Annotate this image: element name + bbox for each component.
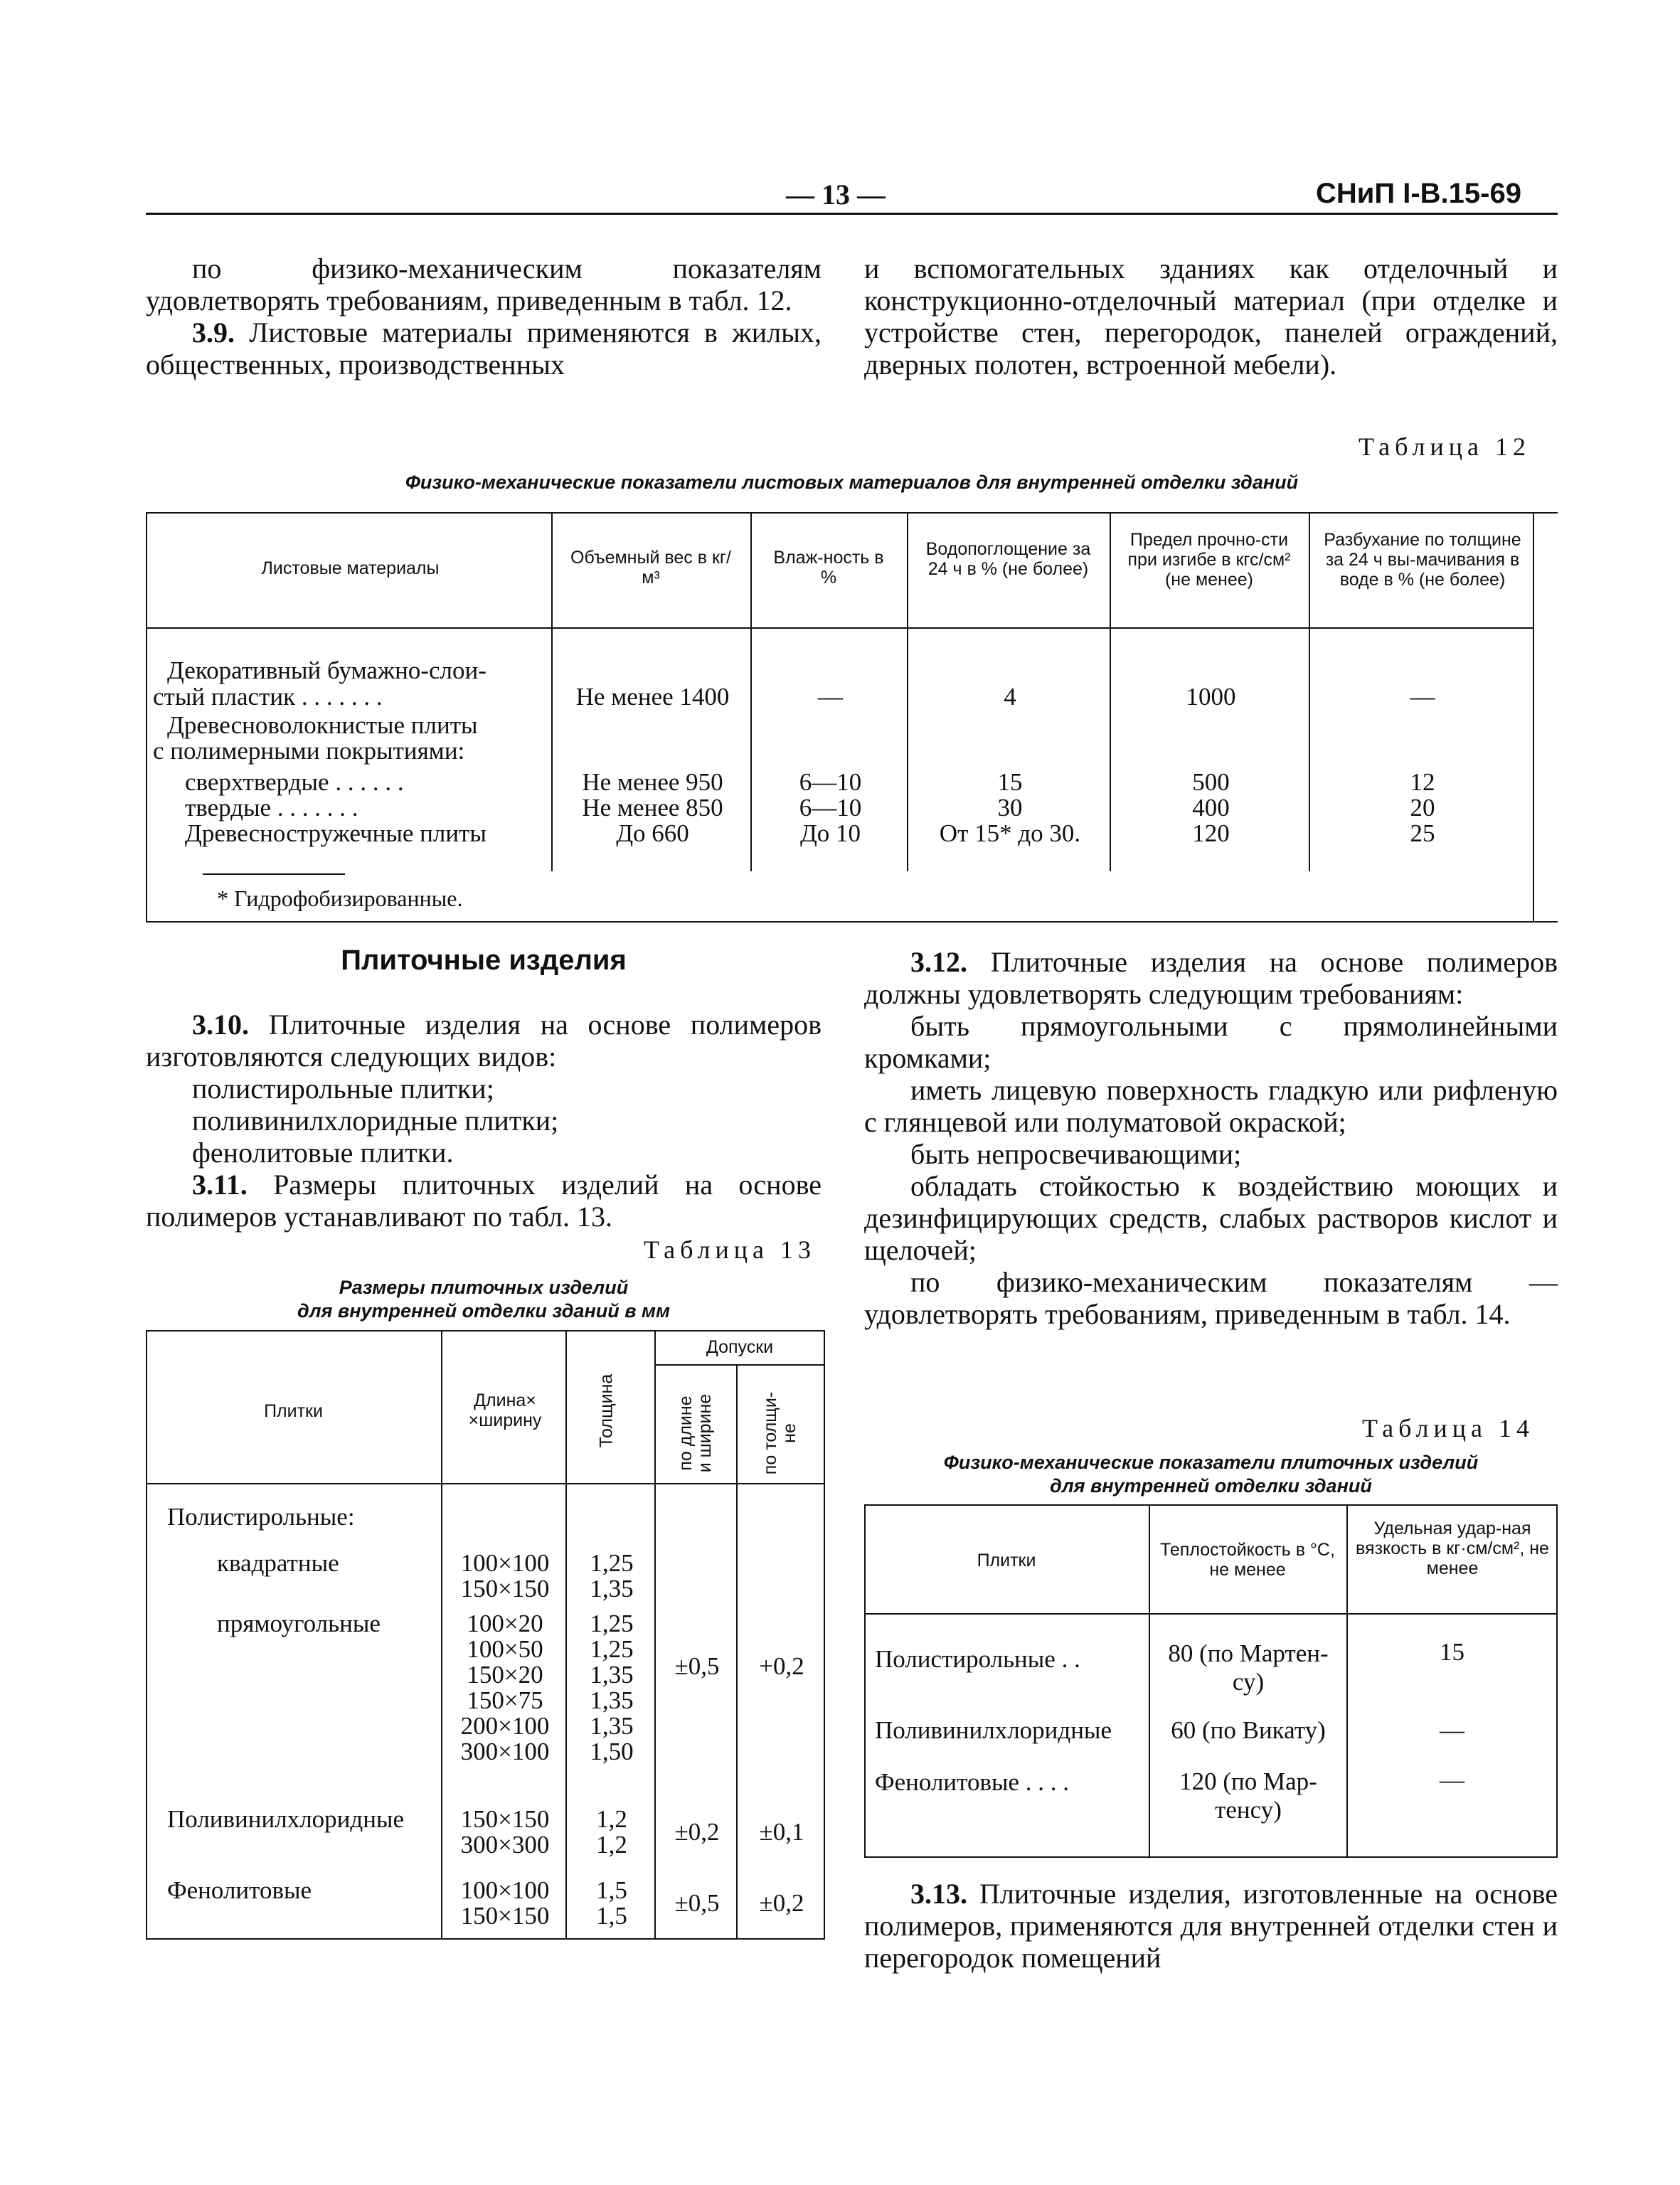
table-rule xyxy=(1556,1504,1558,1858)
row-name: Древесноволокнистые плиты xyxy=(167,711,478,739)
table-rule xyxy=(1309,512,1310,871)
list-item: фенолитовые плитки. xyxy=(192,1137,454,1169)
left-column-text xyxy=(146,1009,822,1233)
paragraph-text: Размеры плиточных изделий на основе полимеров устанавливают по табл. 13. xyxy=(146,1169,822,1233)
tolerance-value: +0,2 xyxy=(759,1652,804,1680)
paragraph-continuation: и вспомогательных зданиях как отделочный и конструкционно-отделочный материал (при отделке и устройстве стен, перегородок, панелей ограждений, дверных полотен, встроенной мебели). xyxy=(864,252,1558,381)
table-cell: — xyxy=(1440,1716,1464,1744)
table-rule xyxy=(551,512,553,871)
table-cell: Не менее 1400 xyxy=(575,683,730,711)
row-name: стый пластик . . . . . . . xyxy=(153,683,383,711)
column-header: Листовые материалы xyxy=(261,558,440,578)
requirement-item: обладать стойкостью к воздействию моющих и дезинфицирующих средств, слабых растворов кислот и щелочей; xyxy=(864,1170,1558,1266)
table-14 xyxy=(864,1504,1558,1860)
table-cell: 60 (по Викату) xyxy=(1171,1716,1326,1744)
table-cell: 15 xyxy=(1440,1638,1464,1666)
table-cell: — xyxy=(818,683,843,711)
table-14-label: Таблица 14 xyxy=(1362,1414,1534,1442)
row-name: Декоративный бумажно-слои- xyxy=(167,656,487,684)
table-cell: До 660 xyxy=(616,819,689,847)
table-rule xyxy=(824,1330,825,1940)
table-cell: 1000 xyxy=(1186,683,1236,711)
table-rule xyxy=(565,1330,567,1940)
size-value: 100×100 xyxy=(460,1549,550,1577)
caption-line: Размеры плиточных изделий xyxy=(339,1277,629,1298)
table-rule xyxy=(441,1330,442,1940)
paragraph-text: Плиточные изделия, изготовленные на основе полимеров, применяются для внутренней отделки стен и перегородок помещений xyxy=(864,1878,1558,1974)
size-value: 150×75 xyxy=(467,1686,543,1714)
paragraph-3-13 xyxy=(864,1878,1558,1974)
column-header: Плитки xyxy=(264,1401,323,1421)
right-column-text xyxy=(864,946,1558,1330)
table-cell: 6—10 xyxy=(799,794,862,822)
table-rule xyxy=(1149,1504,1150,1858)
caption-line: для внутренней отделки зданий xyxy=(1050,1475,1372,1496)
tolerance-value: ±0,5 xyxy=(674,1889,720,1917)
table-rule xyxy=(864,1856,1558,1858)
page-number: — 13 — xyxy=(786,179,886,211)
table-13 xyxy=(146,1330,825,1942)
table-rule xyxy=(864,1613,1558,1615)
tolerance-value: ±0,1 xyxy=(759,1818,804,1846)
table-rule xyxy=(146,627,1533,629)
paragraph-continuation: по физико-механическим показателям удовлетворять требованиям, приведенным в табл. 12. xyxy=(146,252,822,317)
column-header: по длине и ширине xyxy=(676,1393,715,1473)
thickness-value: 1,50 xyxy=(590,1738,634,1765)
column-header: Удельная удар-ная вязкость в кг·см/см², не менее xyxy=(1356,1519,1549,1578)
paragraph-text: Листовые материалы применяются в жилых, общественных, производственных xyxy=(146,317,822,381)
group-name: Поливинилхлоридные xyxy=(167,1805,404,1833)
thickness-value: 1,5 xyxy=(596,1876,627,1904)
top-right-text xyxy=(864,252,1558,381)
table-rule xyxy=(1533,512,1534,923)
list-item: полистирольные плитки; xyxy=(192,1073,494,1105)
clause-number: 3.9. xyxy=(192,317,235,349)
column-header: Плитки xyxy=(977,1551,1036,1570)
table-rule xyxy=(146,512,1558,514)
group-name: Полистирольные: xyxy=(167,1503,355,1531)
table-cell: 12 xyxy=(1410,768,1435,796)
table-rule xyxy=(736,1364,738,1940)
row-name: Древесностружечные плиты xyxy=(185,819,487,847)
document-code: СНиП I-B.15-69 xyxy=(1316,178,1521,209)
table-rule xyxy=(146,1330,147,1940)
subgroup-name: квадратные xyxy=(217,1549,339,1577)
column-header: Водопоглощение за 24 ч в % (не более) xyxy=(925,539,1091,579)
size-value: 200×100 xyxy=(460,1712,550,1740)
paragraph-3-12 xyxy=(864,946,1558,1010)
size-value: 100×50 xyxy=(467,1635,543,1663)
table-12-label: Таблица 12 xyxy=(1359,432,1531,461)
table-13-label: Таблица 13 xyxy=(644,1235,816,1264)
top-left-text xyxy=(146,252,822,381)
row-name: Полистирольные . . xyxy=(875,1645,1080,1673)
table-cell: От 15* до 30. xyxy=(939,819,1081,847)
clause-number: 3.11. xyxy=(192,1169,248,1201)
table-footnote: * Гидрофобизированные. xyxy=(217,886,463,911)
list-item: поливинилхлоридные плитки; xyxy=(192,1105,559,1137)
thickness-value: 1,35 xyxy=(590,1575,634,1602)
column-header: Влаж-ность в % xyxy=(773,548,884,588)
row-name: с полимерными покрытиями: xyxy=(153,737,465,765)
table-cell: — xyxy=(1410,683,1435,711)
table-rule xyxy=(146,1483,825,1484)
row-name: сверхтвердые . . . . . . xyxy=(185,768,404,796)
table-rule xyxy=(654,1364,825,1366)
thickness-value: 1,2 xyxy=(596,1831,627,1859)
table-cell: 120 (по Мар- тенсу) xyxy=(1179,1767,1317,1824)
requirement-item: быть прямоугольными с прямолинейными кромками; xyxy=(864,1010,1558,1074)
table-13-caption xyxy=(146,1276,822,1323)
thickness-value: 1,25 xyxy=(590,1635,634,1663)
tolerance-value: ±0,5 xyxy=(674,1652,720,1680)
footnote-rule xyxy=(203,873,345,875)
section-heading: Плиточные изделия xyxy=(341,945,627,976)
caption-line: Физико-механические показатели плиточных изделий xyxy=(943,1452,1479,1473)
clause-number: 3.13. xyxy=(910,1878,967,1910)
size-value: 150×150 xyxy=(460,1575,550,1602)
paragraph-3-9 xyxy=(146,317,822,381)
requirement-item: по физико-механическим показателям — удовлетворять требованиям, приведенным в табл. 14. xyxy=(864,1266,1558,1330)
clause-number: 3.12. xyxy=(910,946,967,978)
size-value: 150×150 xyxy=(460,1805,550,1833)
paragraph-3-13-block xyxy=(864,1878,1558,1974)
thickness-value: 1,35 xyxy=(590,1712,634,1740)
thickness-value: 1,5 xyxy=(596,1902,627,1930)
thickness-value: 1,25 xyxy=(590,1549,634,1577)
clause-number: 3.10. xyxy=(192,1009,249,1041)
table-12 xyxy=(146,512,1558,925)
column-header: Объемный вес в кг/м³ xyxy=(570,548,731,588)
row-name: Поливинилхлоридные xyxy=(875,1716,1112,1744)
table-12-caption: Физико-механические показатели листовых материалов для внутренней отделки зданий xyxy=(405,472,1299,493)
paragraph-3-10 xyxy=(146,1009,822,1073)
table-rule xyxy=(1110,512,1111,871)
thickness-value: 1,35 xyxy=(590,1686,634,1714)
table-rule xyxy=(864,1504,1558,1506)
table-cell: 20 xyxy=(1410,794,1435,822)
table-cell: 80 (по Мартен- су) xyxy=(1168,1639,1329,1696)
paragraph-text: Плиточные изделия на основе полимеров должны удовлетворять следующим требованиям: xyxy=(864,946,1558,1010)
column-header: Предел прочно-сти при изгибе в кгс/см² (не менее) xyxy=(1127,530,1291,590)
table-cell: 4 xyxy=(1004,683,1016,711)
subgroup-name: прямоугольные xyxy=(217,1610,381,1637)
table-cell: 15 xyxy=(997,768,1023,796)
thickness-value: 1,25 xyxy=(590,1610,634,1637)
table-rule xyxy=(907,512,908,871)
table-rule xyxy=(1346,1504,1348,1858)
table-cell: Не менее 850 xyxy=(582,794,723,822)
size-value: 300×300 xyxy=(460,1831,550,1859)
table-cell: 30 xyxy=(997,794,1023,822)
size-value: 150×150 xyxy=(460,1902,550,1930)
column-header: Длина× ×ширину xyxy=(468,1391,542,1430)
table-rule xyxy=(654,1330,656,1940)
tolerance-value: ±0,2 xyxy=(674,1818,720,1846)
column-header: Толщина xyxy=(596,1373,617,1448)
table-cell: 500 xyxy=(1192,768,1230,796)
thickness-value: 1,35 xyxy=(590,1661,634,1689)
column-header: Теплостойкость в °С, не менее xyxy=(1160,1540,1335,1580)
tolerance-value: ±0,2 xyxy=(759,1889,804,1917)
header-rule xyxy=(146,213,1558,215)
thickness-value: 1,2 xyxy=(596,1805,627,1833)
table-cell: 120 xyxy=(1192,819,1230,847)
row-name: твердые . . . . . . . xyxy=(185,794,358,822)
column-header: Разбухание по толщине за 24 ч вы-мачивания в воде в % (не более) xyxy=(1324,530,1521,590)
requirement-item: быть непросвечивающими; xyxy=(910,1138,1242,1170)
table-rule xyxy=(146,1330,825,1331)
table-rule xyxy=(146,512,147,923)
table-14-caption xyxy=(864,1451,1558,1498)
requirement-item: иметь лицевую поверхность гладкую или рифленую с глянцевой или полуматовой окраской; xyxy=(864,1074,1558,1138)
table-rule xyxy=(750,512,752,871)
table-cell: Не менее 950 xyxy=(582,768,723,796)
table-cell: 6—10 xyxy=(799,768,862,796)
table-cell: До 10 xyxy=(799,819,861,847)
row-name: Фенолитовые . . . . xyxy=(875,1768,1070,1796)
size-value: 100×20 xyxy=(467,1610,543,1637)
column-header: по толщи- не xyxy=(760,1391,799,1475)
group-name: Фенолитовые xyxy=(167,1876,312,1904)
column-header: Допуски xyxy=(706,1337,774,1357)
paragraph-3-11 xyxy=(146,1169,822,1233)
size-value: 150×20 xyxy=(467,1661,543,1689)
table-rule xyxy=(146,921,1558,923)
table-rule xyxy=(146,1938,825,1940)
size-value: 100×100 xyxy=(460,1876,550,1904)
size-value: 300×100 xyxy=(460,1738,550,1765)
table-cell: 25 xyxy=(1410,819,1435,847)
table-cell: — xyxy=(1440,1766,1464,1794)
table-cell: 400 xyxy=(1192,794,1230,822)
caption-line: для внутренней отделки зданий в мм xyxy=(297,1300,670,1322)
paragraph-text: Плиточные изделия на основе полимеров изготовляются следующих видов: xyxy=(146,1009,822,1073)
